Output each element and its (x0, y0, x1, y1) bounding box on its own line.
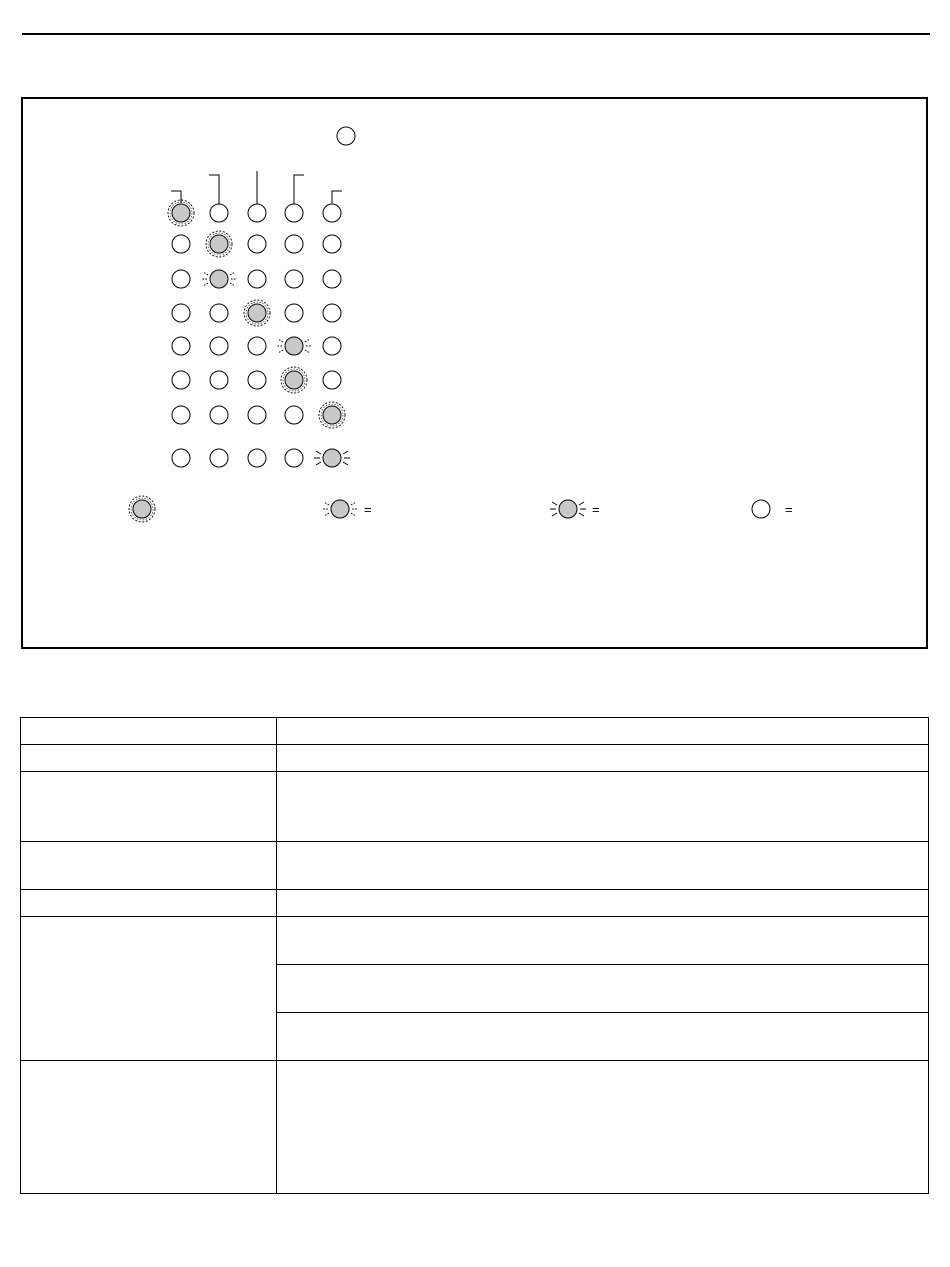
led-indicator-icon (168, 200, 194, 226)
table-cell-value (277, 965, 929, 1013)
led-indicator-icon (323, 371, 341, 389)
table-cell-label (21, 718, 277, 745)
led-indicator-icon (281, 367, 307, 393)
table-cell-value (277, 890, 929, 917)
column-leader-line (209, 175, 219, 205)
led-indicator-icon (248, 371, 266, 389)
table-cell-label (21, 772, 277, 842)
led-indicator-icon (323, 270, 341, 288)
led-indicator-icon (172, 337, 190, 355)
led-indicator-icon (210, 371, 228, 389)
table-row (21, 1061, 929, 1194)
column-leader-line (332, 191, 342, 203)
table-cell-label (21, 890, 277, 917)
led-indicator-icon (172, 406, 190, 424)
led-indicator-icon (248, 204, 266, 222)
led-indicator-icon (210, 337, 228, 355)
legend-label: = (592, 502, 600, 517)
led-indicator-icon (244, 300, 270, 326)
led-indicator-icon (323, 304, 341, 322)
led-indicator-icon (285, 449, 303, 467)
table-cell-value (277, 772, 929, 842)
table-cell-label (21, 745, 277, 772)
led-indicator-icon (172, 449, 190, 467)
table-cell-value (277, 745, 929, 772)
led-indicator-icon (285, 270, 303, 288)
led-indicator-icon (201, 270, 237, 288)
led-indicator-icon (210, 449, 228, 467)
led-indicator-icon (210, 204, 228, 222)
legend-led-icon (129, 496, 155, 522)
table-row (21, 745, 929, 772)
table-cell-label (21, 917, 277, 1061)
table-row (21, 718, 929, 745)
led-indicator-icon (172, 235, 190, 253)
led-indicator-icon (285, 304, 303, 322)
legend-label: = (364, 502, 372, 517)
led-indicator-icon (248, 235, 266, 253)
top-rule (22, 33, 930, 35)
legend-led-icon (752, 500, 770, 518)
led-indicator-icon (323, 235, 341, 253)
led-indicator-icon (248, 449, 266, 467)
led-indicator-icon (285, 204, 303, 222)
led-indicator-icon (276, 337, 312, 355)
table-cell-label (21, 1061, 277, 1194)
led-indicator-icon (206, 231, 232, 257)
led-diagram (23, 99, 926, 647)
led-indicator-icon (285, 406, 303, 424)
led-indicator-icon (285, 235, 303, 253)
legend-label: = (785, 502, 793, 517)
reference-indicator-icon (337, 127, 355, 145)
table-row (21, 772, 929, 842)
led-indicator-icon (248, 270, 266, 288)
table-cell-value (277, 1061, 929, 1194)
led-indicator-icon (210, 406, 228, 424)
led-indicator-icon (172, 270, 190, 288)
led-indicator-icon (314, 449, 350, 467)
status-table (20, 717, 929, 1194)
led-indicator-icon (210, 304, 228, 322)
led-status-figure (21, 97, 928, 649)
led-indicator-icon (172, 304, 190, 322)
led-indicator-icon (172, 371, 190, 389)
table-row (21, 890, 929, 917)
legend-led-icon (550, 500, 586, 518)
table-row (21, 842, 929, 890)
led-indicator-icon (319, 402, 345, 428)
table-cell-value (277, 1013, 929, 1061)
table-cell-value (277, 842, 929, 890)
table-cell-value (277, 718, 929, 745)
column-leader-line (294, 175, 304, 205)
led-indicator-icon (248, 406, 266, 424)
led-indicator-icon (323, 204, 341, 222)
table-row (21, 917, 929, 965)
led-indicator-icon (323, 337, 341, 355)
table-cell-label (21, 842, 277, 890)
led-indicator-icon (248, 337, 266, 355)
table-cell-value (277, 917, 929, 965)
legend-led-icon (322, 500, 358, 518)
